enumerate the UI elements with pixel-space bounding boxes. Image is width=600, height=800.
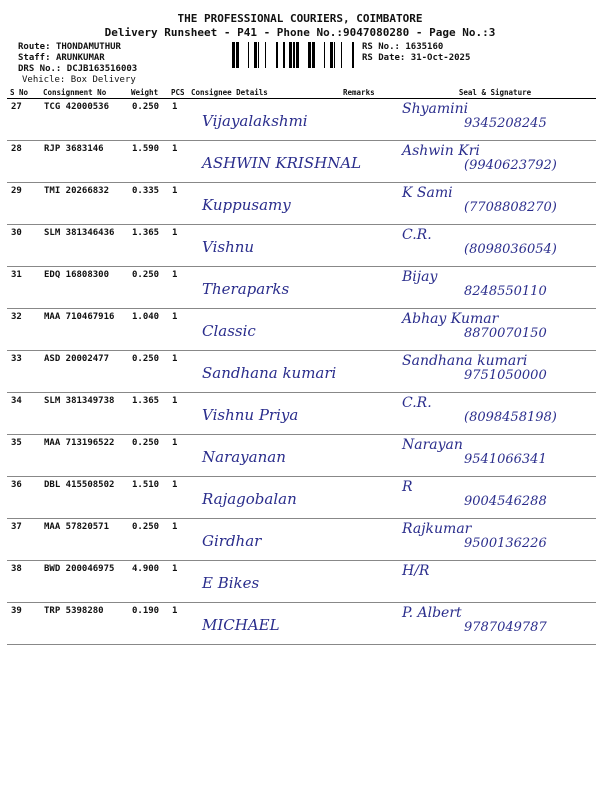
barcode-bar	[283, 42, 285, 68]
row-sno: 38	[7, 561, 40, 603]
row-remarks	[340, 309, 394, 351]
table-body	[7, 99, 596, 645]
route-field	[18, 42, 121, 52]
row-weight: 0.250	[128, 519, 168, 561]
barcode-bar	[308, 42, 311, 68]
consignee-handwriting: Sandhana kumari	[202, 364, 337, 382]
runsheet-table	[7, 86, 596, 645]
row-consignee	[188, 225, 340, 267]
vehicle-value: Box Delivery	[70, 75, 136, 85]
table-header-row	[7, 86, 596, 99]
barcode-bar	[334, 42, 335, 68]
row-weight: 0.250	[128, 99, 168, 141]
barcode-bar	[330, 42, 333, 68]
vehicle-label: Vehicle:	[22, 75, 66, 85]
row-sno: 34	[7, 393, 40, 435]
consignee-handwriting: Girdhar	[202, 532, 262, 550]
rs-no-value: 1635160	[405, 42, 444, 52]
signature-phone: 9004546288	[464, 494, 547, 509]
barcode-bar	[258, 42, 259, 68]
signature-phone: 9500136226	[464, 536, 547, 551]
row-signature	[394, 603, 596, 645]
row-consignment: EDQ 16808300	[40, 267, 128, 309]
table-row	[7, 183, 596, 225]
row-weight: 1.510	[128, 477, 168, 519]
consignee-handwriting: Rajagobalan	[202, 490, 297, 508]
row-remarks	[340, 435, 394, 477]
barcode-bar	[289, 42, 292, 68]
row-pcs: 1	[168, 141, 188, 183]
row-remarks	[340, 267, 394, 309]
col-consignment: Consignment No	[40, 86, 128, 99]
barcode-bar	[324, 42, 325, 68]
row-remarks	[340, 351, 394, 393]
row-consignee	[188, 477, 340, 519]
row-weight: 0.250	[128, 267, 168, 309]
signature-handwriting: Rajkumar	[402, 521, 472, 537]
consignee-handwriting: Narayanan	[202, 448, 286, 466]
barcode-bar	[232, 42, 235, 68]
signature-phone: 9751050000	[464, 368, 547, 383]
row-consignee	[188, 435, 340, 477]
row-pcs: 1	[168, 519, 188, 561]
consignee-handwriting: ASHWIN KRISHNAL	[202, 154, 362, 172]
barcode-bars	[232, 42, 356, 68]
vehicle-field	[22, 75, 136, 85]
staff-field	[18, 53, 105, 63]
signature-phone: 9787049787	[464, 620, 547, 635]
signature-handwriting: H/R	[402, 563, 430, 579]
row-consignment: MAA 57820571	[40, 519, 128, 561]
table-row	[7, 519, 596, 561]
consignee-handwriting: Kuppusamy	[202, 196, 291, 214]
row-consignment: TCG 42000536	[40, 99, 128, 141]
company-title: THE PROFESSIONAL COURIERS, COIMBATORE	[177, 12, 423, 25]
table-row	[7, 99, 596, 141]
row-consignment: SLM 381349738	[40, 393, 128, 435]
row-signature	[394, 267, 596, 309]
row-weight: 0.190	[128, 603, 168, 645]
signature-phone: (7708808270)	[464, 200, 557, 215]
table-row	[7, 603, 596, 645]
row-signature	[394, 477, 596, 519]
row-signature	[394, 393, 596, 435]
signature-handwriting: Bijay	[402, 269, 438, 285]
barcode-bar	[312, 42, 315, 68]
signature-phone: 8248550110	[464, 284, 547, 299]
table-row	[7, 435, 596, 477]
signature-handwriting: Narayan	[402, 437, 463, 453]
row-pcs: 1	[168, 225, 188, 267]
signature-handwriting: C.R.	[402, 227, 432, 243]
rs-no-label: RS No.:	[362, 42, 400, 52]
row-sno: 27	[7, 99, 40, 141]
table-row	[7, 393, 596, 435]
row-remarks	[340, 225, 394, 267]
table-row	[7, 477, 596, 519]
row-weight: 1.365	[128, 225, 168, 267]
row-consignee	[188, 99, 340, 141]
row-consignment: SLM 381346436	[40, 225, 128, 267]
consignee-handwriting: Vishnu Priya	[202, 406, 299, 424]
table-row	[7, 309, 596, 351]
route-value: THONDAMUTHUR	[55, 42, 121, 52]
row-weight: 0.335	[128, 183, 168, 225]
staff-value: ARUNKUMAR	[55, 53, 105, 63]
row-weight: 0.250	[128, 435, 168, 477]
signature-handwriting: Ashwin Kri	[402, 143, 480, 159]
barcode-bar	[296, 42, 299, 68]
signature-handwriting: P. Albert	[402, 605, 462, 621]
drs-label: DRS No.:	[18, 64, 62, 74]
row-consignee	[188, 141, 362, 183]
table-row	[7, 225, 596, 267]
row-remarks	[340, 561, 394, 603]
staff-label: Staff:	[18, 53, 51, 63]
table-row	[7, 267, 596, 309]
barcode-bar	[236, 42, 239, 68]
consignee-handwriting: Classic	[202, 322, 256, 340]
signature-phone: (8098458198)	[464, 410, 557, 425]
consignee-handwriting: Vijayalakshmi	[202, 112, 308, 130]
row-consignee	[188, 183, 340, 225]
consignee-handwriting: Vishnu	[202, 238, 255, 256]
signature-phone: (8098036054)	[464, 242, 557, 257]
row-signature	[394, 99, 596, 141]
row-pcs: 1	[168, 183, 188, 225]
row-signature	[394, 225, 596, 267]
signature-handwriting: C.R.	[402, 395, 432, 411]
col-pcs: PCS	[168, 86, 188, 99]
row-pcs: 1	[168, 477, 188, 519]
row-consignee	[188, 603, 340, 645]
row-pcs: 1	[168, 393, 188, 435]
col-signature: Seal & Signature	[394, 86, 596, 99]
row-consignee	[188, 519, 340, 561]
signature-handwriting: Shyamini	[402, 101, 469, 117]
signature-handwriting: R	[402, 479, 413, 495]
row-pcs: 1	[168, 309, 188, 351]
row-sno: 32	[7, 309, 40, 351]
barcode-bar	[352, 42, 354, 68]
signature-handwriting: K Sami	[402, 185, 453, 201]
row-weight: 1.040	[128, 309, 168, 351]
route-label: Route:	[18, 42, 51, 52]
rs-date-value: 31-Oct-2025	[410, 53, 471, 63]
row-pcs: 1	[168, 99, 188, 141]
row-consignment: RJP 3683146	[40, 141, 128, 183]
row-sno: 36	[7, 477, 40, 519]
row-pcs: 1	[168, 603, 188, 645]
row-signature	[394, 435, 596, 477]
row-sno: 28	[7, 141, 40, 183]
row-sno: 33	[7, 351, 40, 393]
row-remarks	[340, 477, 394, 519]
table-row	[7, 351, 596, 393]
row-remarks	[340, 603, 394, 645]
row-sno: 37	[7, 519, 40, 561]
row-sno: 29	[7, 183, 40, 225]
col-weight: Weight	[128, 86, 168, 99]
row-weight: 4.900	[128, 561, 168, 603]
barcode-bar	[293, 42, 295, 68]
row-pcs: 1	[168, 267, 188, 309]
row-signature	[394, 141, 596, 183]
row-sno: 30	[7, 225, 40, 267]
barcode-bar	[254, 42, 257, 68]
rs-date-field	[362, 53, 470, 63]
row-consignment: BWD 200046975	[40, 561, 128, 603]
consignee-handwriting: Theraparks	[202, 280, 290, 298]
row-pcs: 1	[168, 435, 188, 477]
row-remarks	[340, 393, 394, 435]
row-weight: 0.250	[128, 351, 168, 393]
row-weight: 1.365	[128, 393, 168, 435]
row-consignee	[188, 561, 340, 603]
row-signature	[394, 561, 596, 603]
row-consignment: ASD 20002477	[40, 351, 128, 393]
row-sno: 35	[7, 435, 40, 477]
row-signature	[394, 183, 596, 225]
row-consignee	[188, 393, 340, 435]
row-signature	[394, 309, 596, 351]
barcode-bar	[248, 42, 249, 68]
col-consignee: Consignee Details	[188, 86, 340, 99]
row-sno: 31	[7, 267, 40, 309]
barcode-bar	[276, 42, 278, 68]
row-sno: 39	[7, 603, 40, 645]
row-remarks	[340, 519, 394, 561]
signature-phone: 9541066341	[464, 452, 547, 467]
row-remarks	[340, 183, 394, 225]
col-sno: S No	[7, 86, 40, 99]
row-consignment: DBL 415508502	[40, 477, 128, 519]
row-consignee	[188, 309, 340, 351]
signature-handwriting: Sandhana kumari	[402, 353, 528, 369]
drs-field	[18, 64, 137, 74]
runsheet-subtitle: Delivery Runsheet - P41 - Phone No.:9047080280 - Page No.:3	[104, 26, 496, 39]
row-signature	[394, 519, 596, 561]
row-consignment: TMI 20266832	[40, 183, 128, 225]
barcode-image	[232, 42, 356, 68]
consignee-handwriting: E Bikes	[202, 574, 260, 592]
signature-handwriting: Abhay Kumar	[402, 311, 499, 327]
row-consignee	[188, 351, 340, 393]
row-pcs: 1	[168, 351, 188, 393]
barcode-bar	[341, 42, 342, 68]
row-pcs: 1	[168, 561, 188, 603]
signature-phone: 9345208245	[464, 116, 547, 131]
row-weight: 1.590	[128, 141, 168, 183]
col-remarks: Remarks	[340, 86, 394, 99]
row-remarks	[340, 99, 394, 141]
rs-date-label: RS Date:	[362, 53, 406, 63]
signature-phone: (9940623792)	[464, 158, 557, 173]
rs-no-field	[362, 42, 443, 52]
drs-value: DCJB163516003	[66, 64, 138, 74]
row-signature	[394, 351, 596, 393]
row-consignment: MAA 713196522	[40, 435, 128, 477]
row-consignment: TRP 5398280	[40, 603, 128, 645]
row-consignee	[188, 267, 340, 309]
table-row	[7, 561, 596, 603]
table-row	[7, 141, 596, 183]
consignee-handwriting: MICHAEL	[202, 616, 280, 634]
barcode-bar	[265, 42, 266, 68]
signature-phone: 8870070150	[464, 326, 547, 341]
row-consignment: MAA 710467916	[40, 309, 128, 351]
